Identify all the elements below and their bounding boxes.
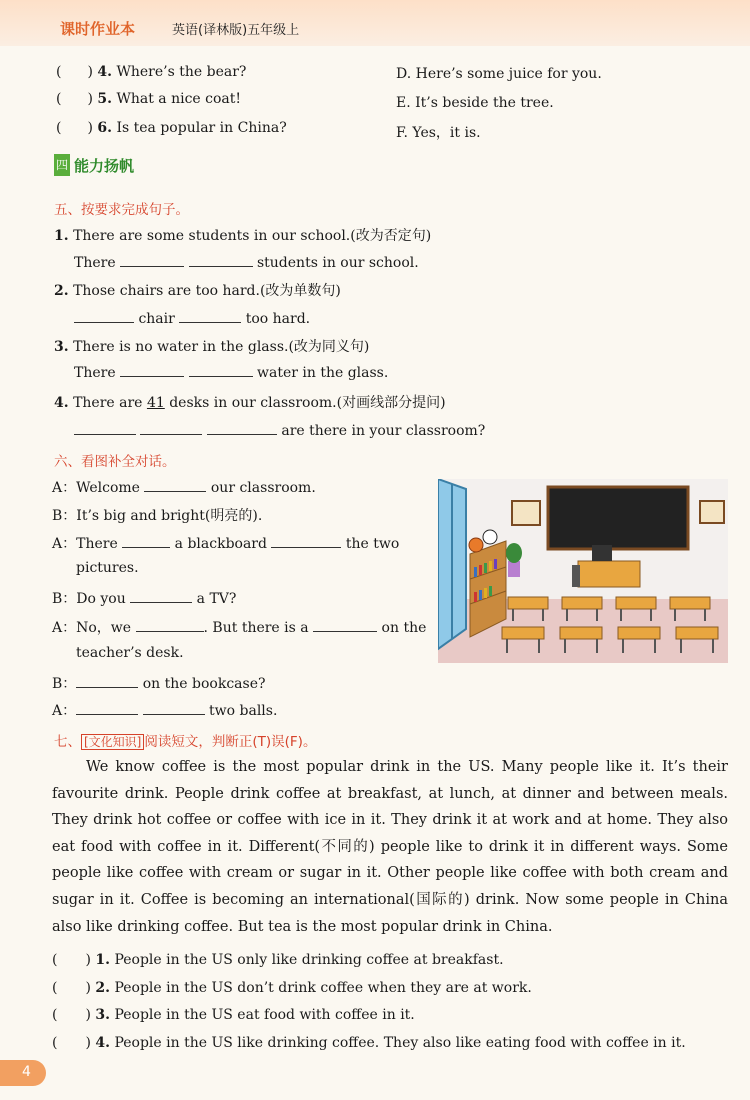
dialogue-line-3: A：There a blackboard the two: [52, 536, 400, 552]
answer-blank[interactable]: [120, 364, 184, 377]
sec5-question-4: 4. There are 41 desks in our classroom.(对画线部分提问): [54, 395, 446, 411]
tf-item-4: ( ) 4. People in the US like drinking coffee. They also like eating food with coffee in it.: [52, 1035, 686, 1051]
answer-blank[interactable]: [207, 422, 277, 435]
badge-number-icon: 四: [54, 154, 70, 176]
item-number: 4.: [97, 64, 113, 80]
window-icon: [438, 479, 466, 649]
answer-blank[interactable]: [144, 479, 206, 492]
answer-blank[interactable]: [189, 364, 253, 377]
sec5-question-1: 1. There are some students in our school.(改为否定句): [54, 228, 432, 244]
sec5-answer-2: chair too hard.: [74, 310, 310, 327]
classroom-illustration: [438, 479, 728, 663]
option-d: D. Here’s some juice for you.: [396, 66, 602, 82]
page-header: [0, 0, 750, 46]
match-item-4: ( ) 4. Where’s the bear?: [56, 64, 247, 80]
answer-blank[interactable]: [76, 702, 138, 715]
answer-blank[interactable]: [120, 254, 184, 267]
answer-blank[interactable]: [189, 254, 253, 267]
sec5-answer-3: There water in the glass.: [74, 365, 389, 381]
answer-blank[interactable]: [74, 422, 136, 435]
answer-blank[interactable]: [143, 702, 205, 715]
dialogue-line-3-cont: pictures.: [76, 560, 139, 576]
sec5-question-3: 3. There is no water in the glass.(改为同义句): [54, 339, 370, 355]
culture-tag: [文化知识]: [81, 734, 144, 750]
answer-blank[interactable]: [74, 310, 134, 323]
option-e: E. It’s beside the tree.: [396, 95, 554, 111]
passage-text: We know coffee is the most popular drink in the US. Many people like it. It’s their favourite drink. People drink coffee at breakfast, at lunch, at dinner and between meals. They drink hot coffee or coffee with ice in it. They drink it at work and at home. They also eat food with coffee in it. Different(不同的) people like to drink it in different ways. Some people like coffee with cream or sugar in it. Other people like coffee with both cream and sugar in it. Coffee is becoming an international(国际的) drink. Now some people in China also like drinking coffee. But tea is the most popular drink in China.: [52, 759, 728, 935]
basketball-icon: [469, 538, 483, 552]
section-7-heading: 七、 [文化知识] 阅读短文，判断正(T)误(F)。: [54, 734, 317, 750]
page-number: 4: [22, 1064, 31, 1080]
picture-right-icon: [700, 501, 724, 523]
reading-passage: [52, 754, 728, 940]
tf-item-3: ( ) 3. People in the US eat food with coffee in it.: [52, 1007, 415, 1023]
answer-blank[interactable]: [76, 675, 138, 688]
section-5-heading: 五、按要求完成句子。: [54, 202, 189, 218]
answer-blank[interactable]: [140, 422, 202, 435]
picture-left-icon: [512, 501, 540, 525]
dialogue-line-4: B：Do you a TV?: [52, 591, 237, 607]
tv-icon: [592, 545, 612, 561]
underlined-number: 41: [146, 395, 165, 411]
tf-item-2: ( ) 2. People in the US don’t drink coffee when they are at work.: [52, 980, 532, 996]
dialogue-line-1: A：Welcome our classroom.: [52, 480, 316, 496]
dialogue-line-6: B： on the bookcase?: [52, 676, 266, 692]
option-f: F. Yes，it is.: [396, 125, 481, 141]
plant-icon: [506, 543, 522, 577]
section-6-heading: 六、看图补全对话。: [54, 454, 176, 470]
dialogue-line-2: B：It’s big and bright(明亮的).: [52, 508, 263, 524]
match-item-6: ( ) 6. Is tea popular in China?: [56, 120, 287, 136]
answer-bracket-open: (: [56, 64, 62, 80]
item-text: Where’s the bear?: [116, 64, 247, 80]
answer-blank[interactable]: [122, 535, 170, 548]
answer-blank[interactable]: [130, 590, 192, 603]
badge-label: 能力扬帆: [74, 156, 135, 175]
match-item-5: ( ) 5. What a nice coat!: [56, 91, 242, 107]
book-subtitle: 英语(译林版)五年级上: [172, 23, 300, 38]
section-badge: [54, 153, 138, 177]
answer-blank[interactable]: [136, 619, 204, 632]
answer-blank[interactable]: [271, 535, 341, 548]
sec5-answer-4: are there in your classroom?: [74, 422, 485, 439]
book-title: 课时作业本: [60, 20, 136, 38]
sec5-question-2: 2. Those chairs are too hard.(改为单数句): [54, 283, 341, 299]
dialogue-line-5: A：No，we . But there is a on the: [52, 620, 427, 636]
dialogue-line-5-cont: teacher’s desk.: [76, 645, 184, 661]
dialogue-line-7: A： two balls.: [52, 703, 278, 719]
answer-blank[interactable]: [179, 310, 241, 323]
answer-blank[interactable]: [313, 619, 377, 632]
blackboard-icon: [548, 487, 688, 549]
sec5-answer-1: There students in our school.: [74, 255, 419, 271]
tf-item-1: ( ) 1. People in the US only like drinking coffee at breakfast.: [52, 952, 504, 968]
football-icon: [483, 530, 497, 544]
